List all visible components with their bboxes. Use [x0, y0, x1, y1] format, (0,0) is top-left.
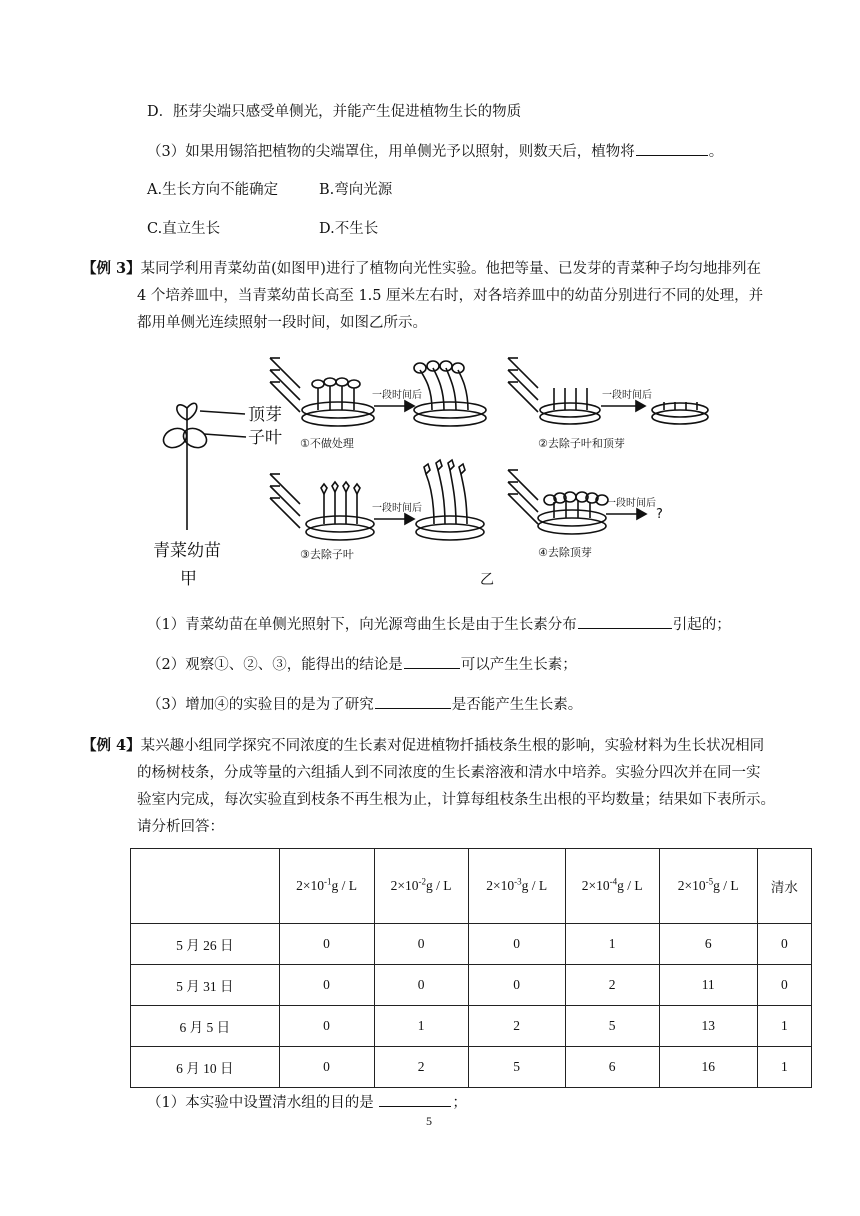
answer-blank[interactable]: [578, 614, 672, 629]
label-seedling: 青菜幼苗: [153, 541, 221, 561]
example-4-text-1: 某兴趣小组同学探究不同浓度的生长素对促进植物扦插枝条生根的影响，实验材料为生长状况相同: [140, 738, 765, 754]
value-cell: 2: [374, 1047, 468, 1088]
caption-4: ④去除顶芽: [538, 546, 592, 559]
date-cell: 5 月 26 日: [131, 924, 280, 965]
ex4-q1-end: ；: [452, 1095, 467, 1111]
ex3-q1-end: 引起的；: [672, 617, 731, 633]
dish-2-after: [652, 402, 708, 424]
value-cell: 6: [659, 924, 757, 965]
ex3-q3-prompt: （3）增加④的实验目的是为了研究: [147, 697, 374, 713]
value-cell: 1: [757, 1006, 811, 1047]
label-jia: 甲: [180, 569, 197, 589]
caption-1: ①不做处理: [300, 437, 354, 450]
value-cell: 2: [565, 965, 659, 1006]
page-number: 5: [426, 1114, 432, 1128]
example-4-tag: 【例 4】: [82, 737, 141, 754]
example-4-line-3: 验室内完成，每次实验直到枝条不再生根为止，计算每组枝条生出根的平均数量；结果如下表所示。: [137, 792, 775, 808]
example-4-line-1: [82, 736, 764, 756]
answer-blank[interactable]: [375, 694, 451, 709]
option-c: C.直立生长: [147, 221, 221, 237]
table-header-cell: $2\times 10^{-5}g / L$: [659, 849, 757, 924]
dish-1-before: [302, 378, 374, 426]
value-cell: 0: [279, 1047, 374, 1088]
option-d2: D.不生长: [319, 221, 379, 237]
example-3-line-2: 4 个培养皿中，当青菜幼苗长高至 1.5 厘米左右时，对各培养皿中的幼苗分别进行不同的处理，并: [137, 288, 764, 304]
value-cell: 1: [565, 924, 659, 965]
value-cell: 6: [565, 1047, 659, 1088]
table-row: [131, 1047, 812, 1088]
value-cell: 0: [757, 924, 811, 965]
ex3-q2-prompt: （2）观察①、②、③，能得出的结论是: [147, 657, 403, 673]
ex3-question-2: [147, 654, 577, 675]
table-header-cell: $2\times 10^{-2}g / L$: [374, 849, 468, 924]
value-cell: 0: [279, 924, 374, 965]
value-cell: 11: [659, 965, 757, 1006]
table-row: [131, 924, 812, 965]
value-cell: 1: [374, 1006, 468, 1047]
arrow-label-1: 一段时间后: [372, 390, 422, 401]
light-rays-4: [508, 470, 538, 524]
value-cell: 1: [757, 1047, 811, 1088]
ex3-question-3: [147, 694, 582, 715]
dish-3-before: [306, 482, 374, 540]
dish-4-before: [538, 492, 608, 534]
option-b: B.弯向光源: [319, 182, 393, 198]
value-cell: 0: [468, 924, 565, 965]
ex4-question-1: [147, 1092, 467, 1113]
results-table: [130, 848, 812, 1088]
arrow-label-3: 一段时间后: [372, 503, 422, 514]
table-row: [131, 1006, 812, 1047]
dish-2-before: [540, 388, 600, 424]
question-3-prompt: （3）如果用锡箔把植物的尖端罩住，用单侧光予以照射，则数天后，植物将: [147, 144, 635, 160]
answer-blank[interactable]: [636, 141, 708, 156]
example-3-line-1: [82, 259, 761, 279]
ex3-q3-end: 是否能产生生长素。: [451, 697, 583, 713]
ex3-q2-end: 可以产生生长素；: [460, 657, 577, 673]
option-d-text: D．胚芽尖端只感受单侧光，并能产生促进植物生长的物质: [147, 104, 522, 120]
arrow-label-4: 一段时间后: [606, 498, 656, 509]
question-3-text: [147, 141, 723, 162]
date-cell: 6 月 5 日: [131, 1006, 280, 1047]
seedling-illustration: [160, 403, 246, 530]
value-cell: 16: [659, 1047, 757, 1088]
arrow-label-2: 一段时间后: [602, 390, 652, 401]
example-3-text-1: 某同学利用青菜幼苗(如图甲)进行了植物向光性实验。他把等量、已发芽的青菜种子均匀地排列在: [140, 261, 761, 277]
value-cell: 5: [565, 1006, 659, 1047]
table-row: [131, 965, 812, 1006]
light-rays-3: [270, 474, 300, 528]
value-cell: 0: [374, 965, 468, 1006]
dish-3-after: [416, 460, 484, 540]
answer-blank[interactable]: [404, 654, 460, 669]
value-cell: 0: [279, 1006, 374, 1047]
caption-3: ③去除子叶: [300, 548, 354, 561]
table-corner-cell: [131, 849, 280, 924]
dish-1-after: [414, 361, 486, 426]
question-3-end: 。: [708, 144, 724, 160]
light-rays-1: [270, 358, 300, 412]
value-cell: 0: [468, 965, 565, 1006]
table-header-cell: $2\times 10^{-3}g / L$: [468, 849, 565, 924]
example-3-tag: 【例 3】: [82, 260, 141, 277]
value-cell: 0: [757, 965, 811, 1006]
value-cell: 0: [374, 924, 468, 965]
label-ziye: 子叶: [248, 428, 282, 448]
value-cell: 2: [468, 1006, 565, 1047]
value-cell: 5: [468, 1047, 565, 1088]
table-header-cell: 清水: [757, 849, 811, 924]
value-cell: 0: [279, 965, 374, 1006]
ex4-q1-prompt: （1）本实验中设置清水组的目的是: [147, 1095, 374, 1111]
table-header-cell: $2\times 10^{-4}g / L$: [565, 849, 659, 924]
table-header-cell: $2\times 10^{-1}g / L$: [279, 849, 374, 924]
value-cell: 13: [659, 1006, 757, 1047]
label-dingya: 顶芽: [248, 405, 282, 425]
label-yi: 乙: [480, 572, 494, 588]
ex3-q1-prompt: （1）青菜幼苗在单侧光照射下，向光源弯曲生长是由于生长素分布: [147, 617, 577, 633]
example-3-line-3: 都用单侧光连续照射一段时间，如图乙所示。: [137, 315, 427, 331]
experiment-figure: [150, 348, 710, 593]
caption-2: ②去除子叶和顶芽: [538, 437, 625, 450]
answer-blank[interactable]: [379, 1092, 451, 1107]
example-4-line-4: 请分析回答：: [137, 819, 224, 835]
question-mark: ?: [656, 507, 663, 522]
option-a: A.生长方向不能确定: [147, 182, 279, 198]
table-header-row: [131, 849, 812, 924]
example-4-line-2: 的杨树枝条，分成等量的六组插人到不同浓度的生长素溶液和清水中培养。实验分四次并在同一实: [137, 765, 761, 781]
date-cell: 5 月 31 日: [131, 965, 280, 1006]
ex3-question-1: [147, 614, 731, 635]
date-cell: 6 月 10 日: [131, 1047, 280, 1088]
light-rays-2: [508, 358, 538, 412]
